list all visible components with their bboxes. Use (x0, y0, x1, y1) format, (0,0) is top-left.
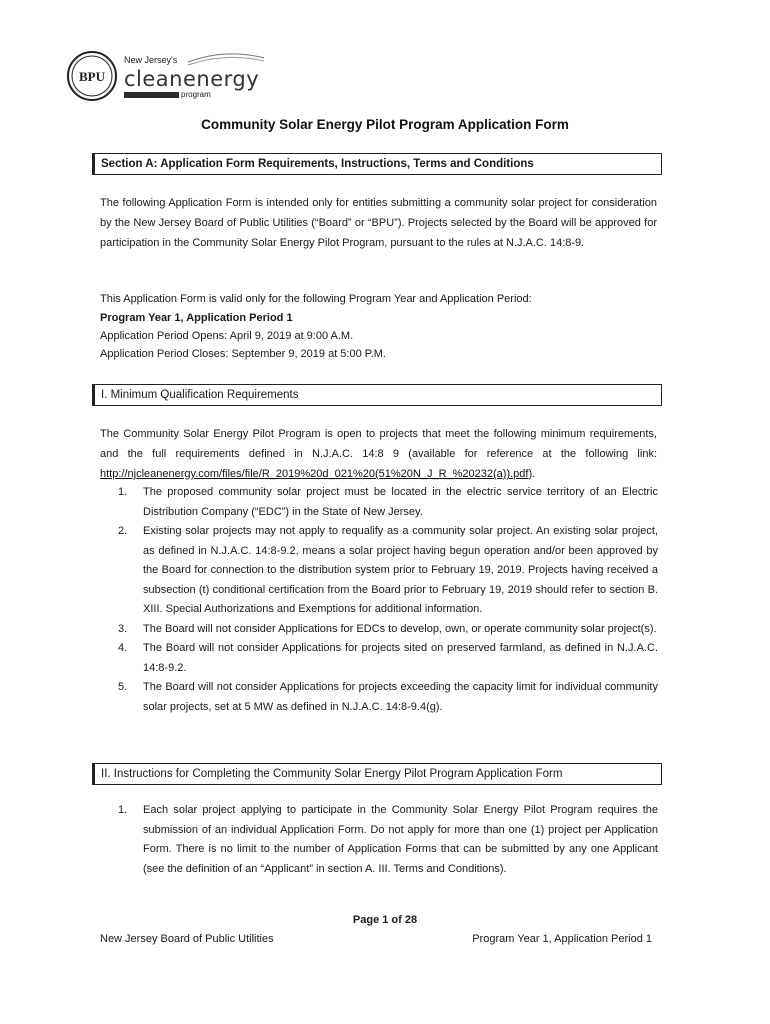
logo-small-text: New Jersey's (124, 55, 178, 65)
section-ii-heading-text: II. Instructions for Completing the Community Solar Energy Pilot Program Application Form (101, 768, 563, 780)
logo-bar (124, 92, 179, 98)
section-i-heading (92, 384, 662, 406)
section-ii-heading (92, 763, 662, 785)
list-item: 4. The Board will not consider Applications for projects sited on preserved farmland, as defined in N.J.A.C. 14:8-9.2. (118, 642, 658, 674)
footer-right: Program Year 1, Application Period 1 (472, 933, 652, 945)
list-item: 3. The Board will not consider Applications for EDCs to develop, own, or operate community solar project(s). (118, 622, 657, 635)
program-year: Program Year 1, Application Period 1 (100, 312, 293, 324)
swoosh-icon (186, 50, 266, 68)
requirements-link[interactable]: http://njcleanenergy.com/files/file/R_2019%20d_021%20(51%20N_J_R_%20232(a)).pdf (100, 468, 529, 480)
page-number: Page 1 of 28 (352, 914, 418, 926)
section-a-intro: The following Application Form is intended only for entities submitting a community solar project for consideration by the New Jersey Board of Public Utilities (“Board” or “BPU”). Projects selected by the Board will be approved for participation in the Community Solar Energy Pilot Program, pursuant to the rules at N.J.A.C. 14:8-9. (100, 197, 657, 249)
requirements-list (118, 483, 658, 717)
logo-program-text: program (181, 90, 211, 99)
footer-left: New Jersey Board of Public Utilities (100, 933, 274, 945)
section-i-intro-suffix: ). (528, 468, 536, 480)
bpu-clean-energy-logo (66, 50, 266, 105)
bpu-seal-icon (66, 50, 118, 102)
section-a-heading (92, 153, 662, 175)
period-closes: Application Period Closes: September 9, 2019 at 5:00 P.M. (100, 348, 386, 360)
section-a-heading-text: Section A: Application Form Requirements, Instructions, Terms and Conditions (101, 158, 534, 170)
instructions-list (118, 801, 658, 879)
section-i-intro (100, 424, 657, 484)
period-opens: Application Period Opens: April 9, 2019 at 9:00 A.M. (100, 330, 354, 342)
valid-line: This Application Form is valid only for the following Program Year and Application Period: (100, 293, 532, 305)
list-item: 5. The Board will not consider Applications for projects exceeding the capacity limit for individual community solar projects, set at 5 MW as defined in N.J.A.C. 14:8-9.4(g). (118, 681, 658, 713)
seal-text: BPU (79, 69, 105, 84)
logo-big-text: cleanenergy (124, 67, 260, 91)
page-title: Community Solar Energy Pilot Program Application Form (201, 117, 569, 132)
section-i-intro-text: The Community Solar Energy Pilot Program is open to projects that meet the following minimum requirements, and the full requirements defined in N.J.A.C. 14:8 9 (available for reference at the following link: (100, 428, 657, 460)
section-i-heading-text: I. Minimum Qualification Requirements (101, 389, 299, 401)
list-item: 1. Each solar project applying to participate in the Community Solar Energy Pilot Program requires the submission of an individual Application Form. Do not apply for more than one (1) project per Application Form. There is no limit to the number of Application Forms that can be submitted by any one Applicant (see the definition of an “Applicant” in section A. III. Terms and Conditions). (118, 804, 658, 875)
list-item: 1. The proposed community solar project must be located in the electric service territory of an Electric Distribution Company (“EDC”) in the State of New Jersey. (118, 486, 658, 518)
list-item: 2. Existing solar projects may not apply to requalify as a community solar project. An existing solar project, as defined in N.J.A.C. 14:8-9.2, means a solar project having begun operation and/or been approved by the Board for connection to the distribution system prior to February 19, 2019. Projects having received a subsection (t) conditional certification from the Board prior to February 19, 2019 should refer to section B. XIII. Special Authorizations and Exemptions for additional information. (118, 525, 658, 615)
